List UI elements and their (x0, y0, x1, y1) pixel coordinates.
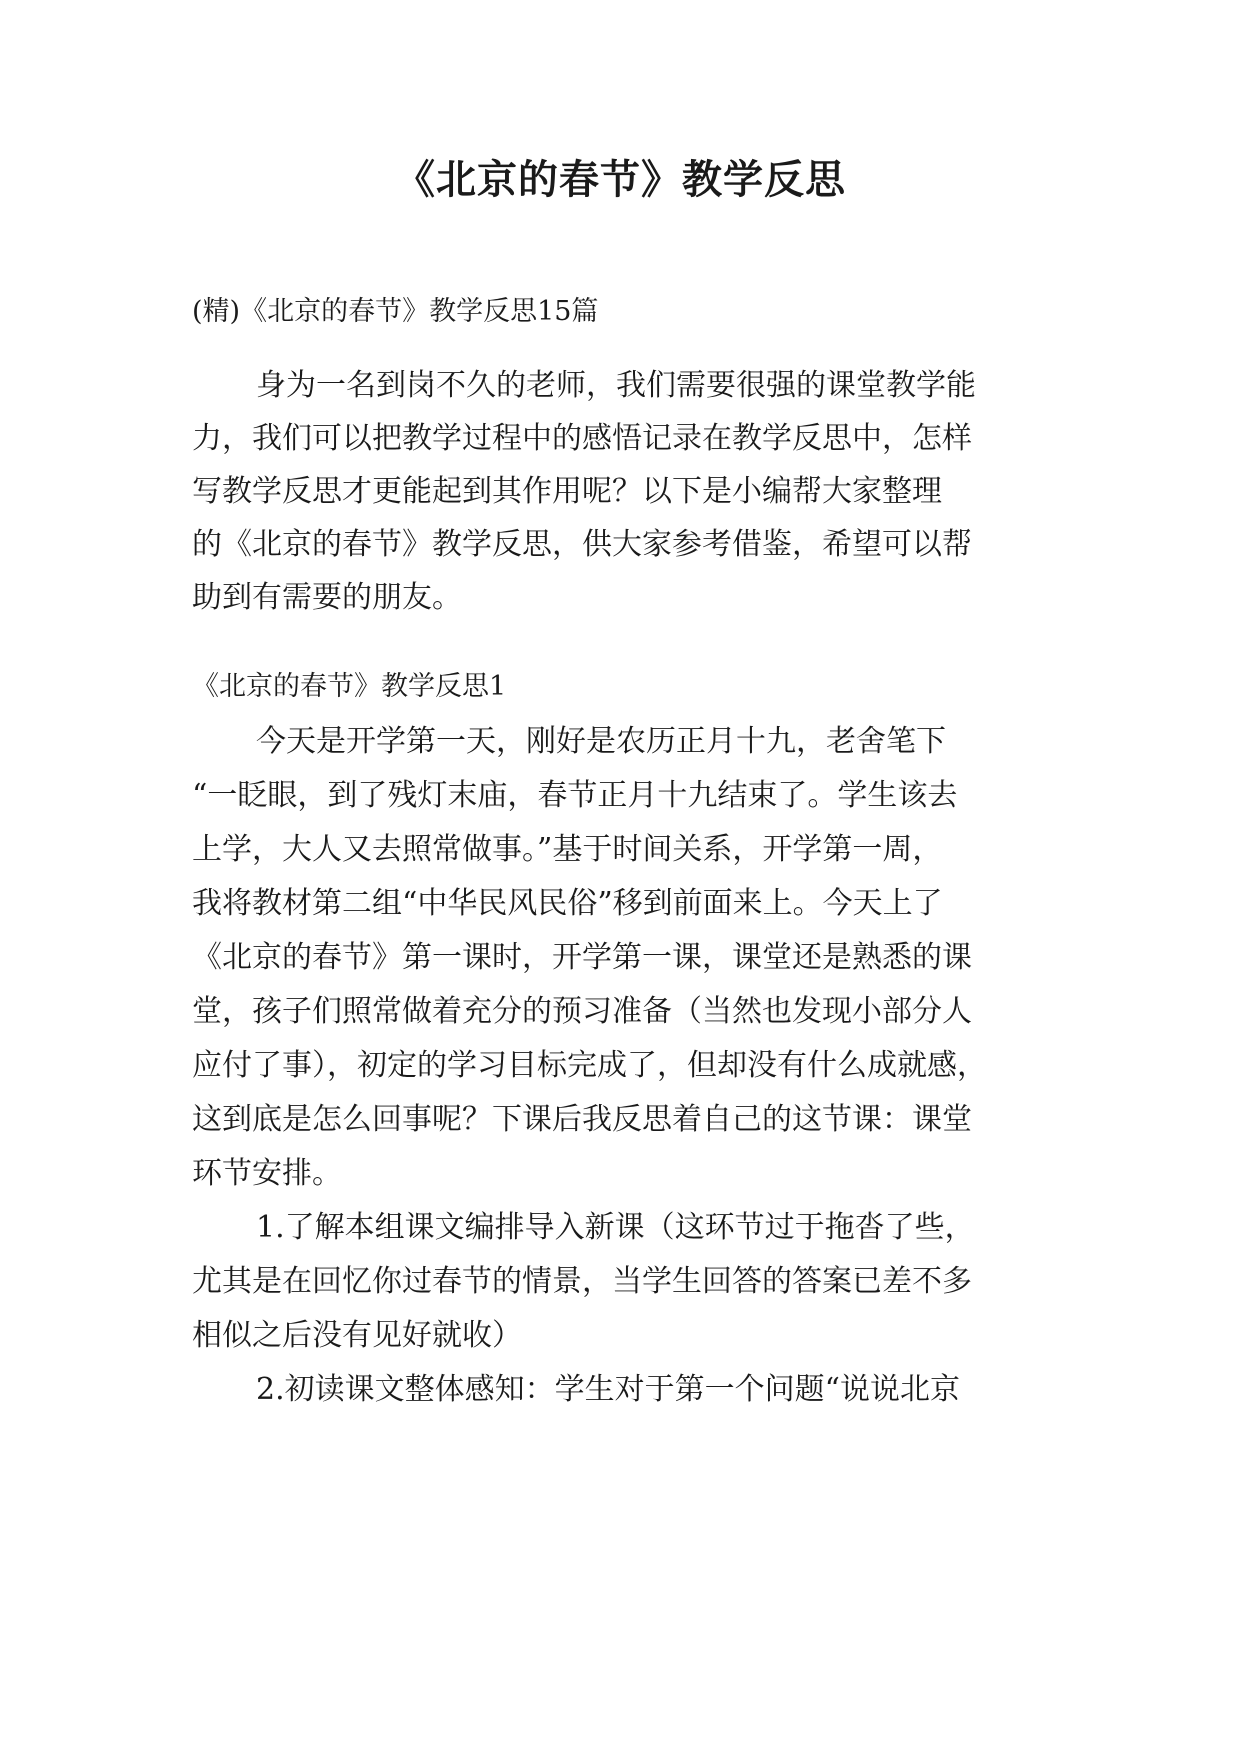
section-line-10: 1.了解本组课文编排导入新课（这环节过于拖沓了些， (256, 1210, 975, 1245)
intro-line-5: 助到有需要的朋友。 (192, 580, 462, 615)
intro-line-1: 身为一名到岗不久的老师，我们需要很强的课堂教学能 (256, 368, 976, 403)
section-line-4: 我将教材第二组“中华民风民俗”移到前面来上。今天上了 (192, 886, 943, 921)
section-line-2: “一眨眼，到了残灯末庙，春节正月十九结束了。学生该去 (192, 778, 958, 813)
section-line-1: 今天是开学第一天，刚好是农历正月十九，老舍笔下 (256, 724, 946, 759)
section-line-12: 相似之后没有见好就收） (192, 1318, 522, 1353)
intro-line-2: 力，我们可以把教学过程中的感悟记录在教学反思中，怎样 (192, 421, 972, 456)
intro-line-4: 的《北京的春节》教学反思，供大家参考借鉴，希望可以帮 (192, 527, 972, 562)
document-title: 《北京的春节》教学反思 (395, 157, 846, 203)
section-heading: 《北京的春节》教学反思1 (192, 671, 507, 702)
section-line-9: 环节安排。 (192, 1156, 342, 1191)
section-line-11: 尤其是在回忆你过春节的情景，当学生回答的答案已差不多 (192, 1264, 972, 1299)
section-line-6: 堂，孩子们照常做着充分的预习准备（当然也发现小部分人 (192, 994, 972, 1029)
document-subtitle: (精)《北京的春节》教学反思15篇 (192, 296, 599, 327)
section-line-8: 这到底是怎么回事呢？下课后我反思着自己的这节课：课堂 (192, 1102, 972, 1137)
section-line-7: 应付了事），初定的学习目标完成了，但却没有什么成就感， (192, 1048, 987, 1083)
section-line-3: 上学，大人又去照常做事。”基于时间关系，开学第一周， (192, 832, 943, 867)
intro-line-3: 写教学反思才更能起到其作用呢？以下是小编帮大家整理 (192, 474, 942, 509)
section-line-13: 2.初读课文整体感知：学生对于第一个问题“说说北京 (256, 1372, 960, 1407)
section-line-5: 《北京的春节》第一课时，开学第一课，课堂还是熟悉的课 (192, 940, 972, 975)
